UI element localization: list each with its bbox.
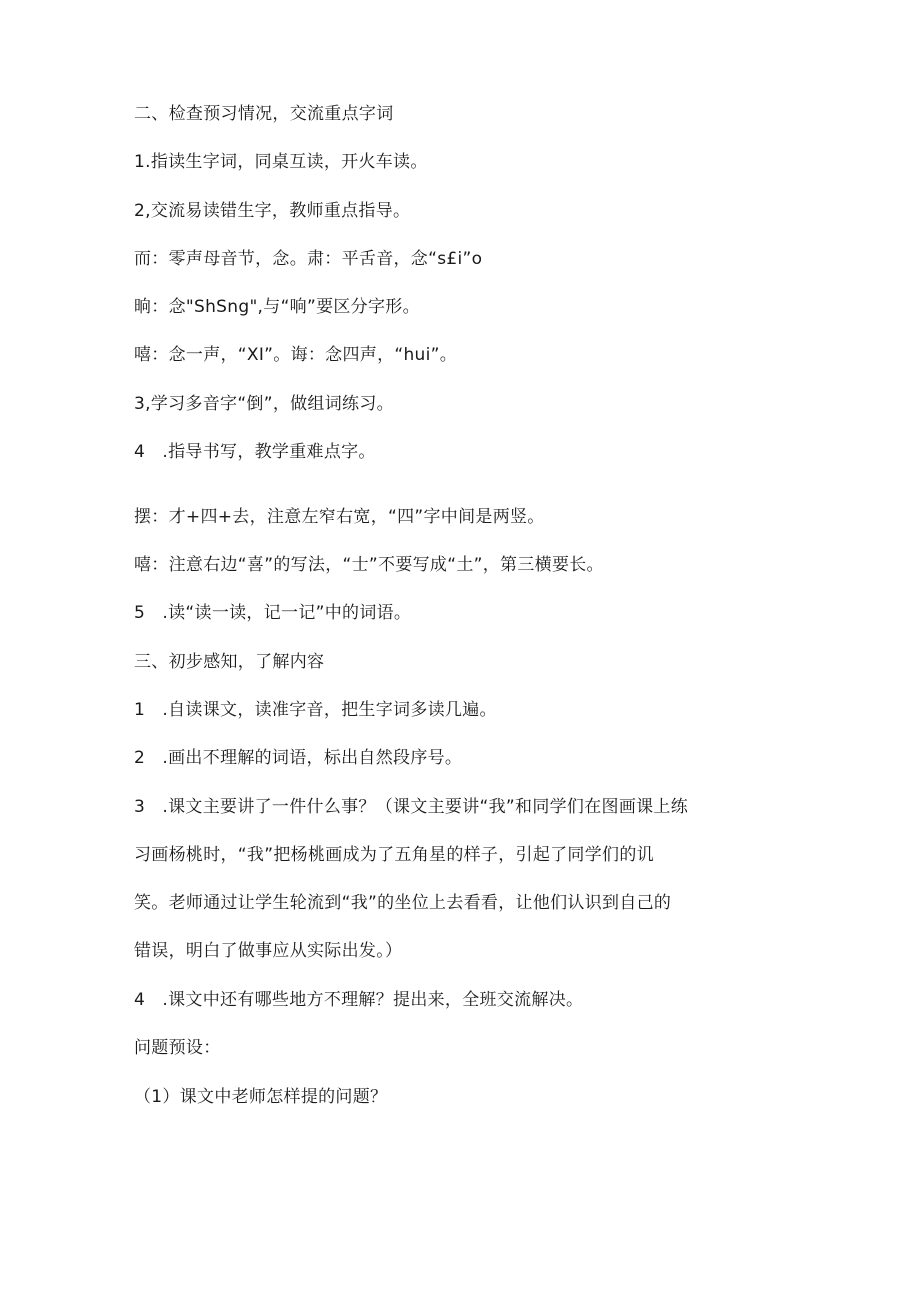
paragraph-line: 错误，明白了做事应从实际出发。） (134, 941, 403, 961)
section-heading: 三、初步感知，了解内容 (134, 652, 325, 672)
paragraph-line: 5 .读“读一读，记一记”中的词语。 (134, 603, 412, 623)
section-heading: 二、检查预习情况，交流重点字词 (134, 104, 394, 124)
paragraph-line: （1）课文中老师怎样提的问题？ (134, 1087, 388, 1107)
paragraph-line: 习画杨桃时，“我”把杨桃画成为了五角星的样子，引起了同学们的讥 (134, 845, 654, 865)
paragraph-line: 嘻：注意右边“喜”的写法，“士”不要写成“土”，第三横要长。 (134, 555, 604, 575)
paragraph-line: 2 .画出不理解的词语，标出自然段序号。 (134, 748, 463, 768)
paragraph-line: 晌：念"ShSng",与“响”要区分字形。 (134, 297, 420, 317)
paragraph-line: 3,学习多音字“倒”，做组词练习。 (134, 394, 394, 414)
paragraph-line: 而：零声母音节，念。肃：平舌音，念“s£i”o (134, 249, 483, 269)
paragraph-line: 2,交流易读错生字，教师重点指导。 (134, 201, 411, 221)
paragraph-line: 笑。老师通过让学生轮流到“我”的坐位上去看看，让他们认识到自己的 (134, 893, 672, 913)
paragraph-line: 4 .指导书写，教学重难点字。 (134, 442, 376, 462)
paragraph-line: 3 .课文主要讲了一件什么事？（课文主要讲“我”和同学们在图画课上练 (134, 797, 689, 817)
paragraph-line: 摆：才+四+去，注意左窄右宽，“四”字中间是两竖。 (134, 507, 545, 527)
paragraph-line: 嘻：念一声，“XI”。诲：念四声，“hui”。 (134, 345, 458, 365)
paragraph-line: 问题预设： (134, 1038, 221, 1058)
paragraph-line: 4 .课文中还有哪些地方不理解？提出来，全班交流解决。 (134, 990, 584, 1010)
paragraph-line: 1 .自读课文，读准字音，把生字词多读几遍。 (134, 700, 497, 720)
paragraph-line: 1.指读生字词，同桌互读，开火车读。 (134, 152, 428, 172)
